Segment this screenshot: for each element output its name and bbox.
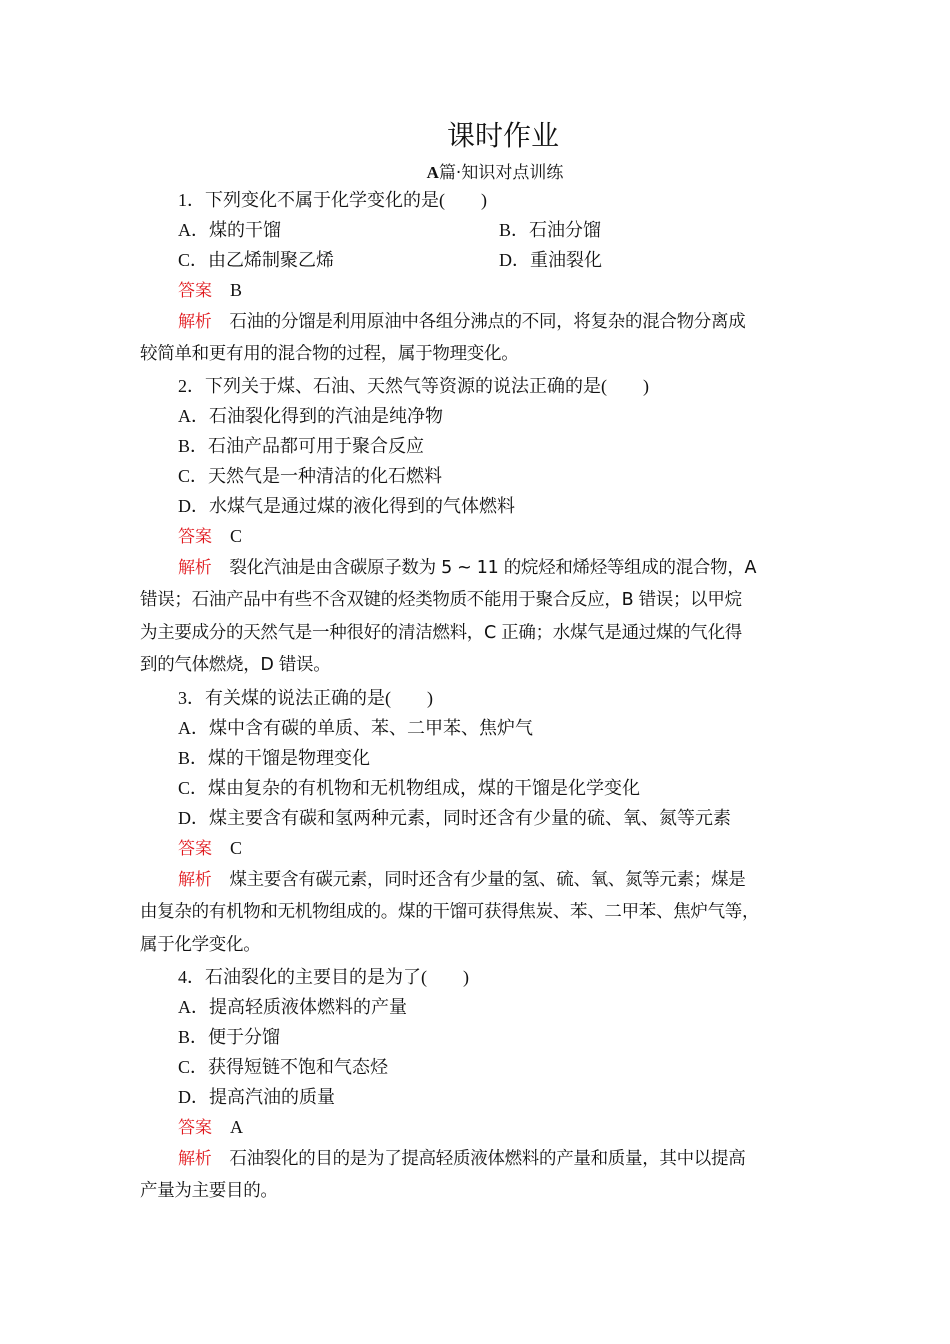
section-subtitle [0, 158, 950, 183]
explanation-line [140, 1177, 820, 1210]
question-block [140, 684, 820, 963]
explanation-line [140, 586, 820, 619]
option: A．煤的干馏 [178, 220, 281, 240]
question-list [140, 186, 820, 1210]
answer-label: 答案 [178, 527, 212, 548]
answer-value: B [230, 280, 243, 300]
explanation-text: 属于化学变化。 [140, 934, 261, 955]
question-stem: 2．下列关于煤、石油、天然气等资源的说法正确的是( ) [178, 376, 649, 397]
option: A．煤中含有碳的单质、苯、二甲苯、焦炉气 [178, 718, 533, 739]
subtitle-letter: A [426, 163, 439, 182]
option: B．石油分馏 [499, 220, 602, 240]
explanation-text: 较简单和更有用的混合物的过程，属于物理变化。 [140, 343, 519, 364]
question-stem: 3．有关煤的说法正确的是( ) [178, 688, 433, 709]
explanation-line [140, 553, 820, 586]
option: D．水煤气是通过煤的液化得到的气体燃料 [178, 496, 515, 517]
question-stem: 1．下列变化不属于化学变化的是( ) [178, 190, 487, 210]
explanation-line [140, 340, 820, 373]
explanation-text: 产量为主要目的。 [140, 1180, 278, 1201]
explanation-text: 错误；石油产品中有些不含双键的烃类物质不能用于聚合反应，B 错误；以甲烷 [140, 590, 742, 611]
explanation-text: 裂化汽油是由含碳原子数为 5 ~ 11 的烷烃和烯烃等组成的混合物，A [229, 558, 757, 579]
answer-label: 答案 [178, 839, 212, 860]
explanation-line [140, 898, 820, 931]
option: D．煤主要含有碳和氢两种元素，同时还含有少量的硫、氧、氮等元素 [178, 808, 731, 829]
explanation-text: 到的气体燃烧，D 错误。 [140, 655, 331, 676]
explanation-label: 解析 [178, 558, 212, 579]
explanation-label: 解析 [178, 1149, 212, 1170]
explanation-line [140, 865, 820, 898]
option: B．便于分馏 [178, 1027, 281, 1048]
question-block [140, 963, 820, 1209]
explanation-line [140, 619, 820, 652]
explanation-line [140, 1144, 820, 1177]
option: B．煤的干馏是物理变化 [178, 748, 371, 769]
option-row [140, 246, 820, 276]
explanation-text: 石油的分馏是利用原油中各组分沸点的不同，将复杂的混合物分离成 [229, 312, 746, 332]
question-stem: 4．石油裂化的主要目的是为了( ) [178, 967, 469, 988]
explanation-line [140, 307, 820, 340]
option: C．由乙烯制聚乙烯 [178, 250, 335, 270]
explanation-line [140, 651, 820, 684]
option: A．提高轻质液体燃料的产量 [178, 997, 407, 1018]
option-row [140, 216, 820, 246]
explanation-line [140, 931, 820, 964]
option: B．石油产品都可用于聚合反应 [178, 436, 425, 457]
answer-line [140, 834, 820, 865]
option: D．重油裂化 [499, 250, 602, 270]
answer-label: 答案 [178, 281, 212, 301]
option: D．提高汽油的质量 [178, 1087, 335, 1108]
answer-label: 答案 [178, 1118, 212, 1139]
option: C．天然气是一种清洁的化石燃料 [178, 466, 443, 487]
question-block [140, 186, 820, 372]
answer-line [140, 522, 820, 553]
answer-value: C [230, 526, 243, 547]
option: C．获得短链不饱和气态烃 [178, 1057, 389, 1078]
option: C．煤由复杂的有机物和无机物组成，煤的干馏是化学变化 [178, 778, 641, 799]
explanation-text: 煤主要含有碳元素，同时还含有少量的氢、硫、氧、氮等元素；煤是 [229, 870, 746, 891]
explanation-text: 石油裂化的目的是为了提高轻质液体燃料的产量和质量，其中以提高 [229, 1149, 746, 1170]
answer-value: A [230, 1117, 243, 1138]
explanation-text: 由复杂的有机物和无机物组成的。煤的干馏可获得焦炭、苯、二甲苯、焦炉气等， [140, 901, 760, 922]
answer-line [140, 276, 820, 307]
explanation-text: 为主要成分的天然气是一种很好的清洁燃料，C 正确；水煤气是通过煤的气化得 [140, 622, 742, 643]
question-block [140, 372, 820, 684]
subtitle-text: 篇·知识对点训练 [438, 163, 564, 183]
explanation-label: 解析 [178, 312, 212, 332]
option: A．石油裂化得到的汽油是纯净物 [178, 406, 443, 427]
answer-line [140, 1113, 820, 1144]
explanation-label: 解析 [178, 870, 212, 891]
answer-value: C [230, 838, 243, 859]
page-title: 课时作业 [446, 119, 559, 152]
